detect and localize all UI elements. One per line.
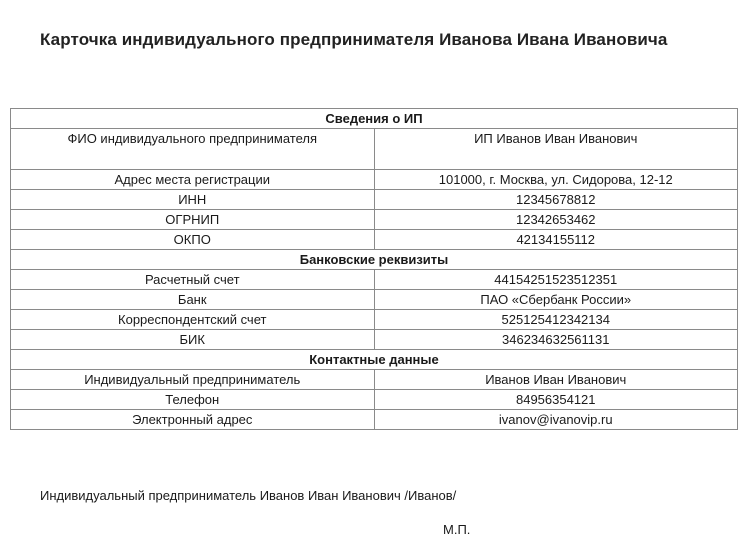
row-label-ogrnip: ОГРНИП	[11, 210, 375, 230]
row-label-address: Адрес места регистрации	[11, 170, 375, 190]
row-label-bank: Банк	[11, 290, 375, 310]
page-title: Карточка индивидуального предпринимателя Иванова Ивана Ивановича	[40, 30, 668, 49]
table-row	[11, 330, 738, 350]
row-value-corr-account: 525125412342134	[374, 310, 738, 330]
section-header-row	[11, 250, 738, 270]
table-row	[11, 230, 738, 250]
stamp-mark: М.П.	[443, 522, 471, 537]
table-row	[11, 370, 738, 390]
signature-line: Индивидуальный предприниматель Иванов Иван Иванович /Иванов/	[40, 488, 457, 503]
table-row	[11, 410, 738, 430]
section-header-contacts: Контактные данные	[11, 350, 738, 370]
table-row	[11, 310, 738, 330]
section-header-bank: Банковские реквизиты	[11, 250, 738, 270]
section-header-row	[11, 350, 738, 370]
row-value-full-name: ИП Иванов Иван Иванович	[374, 129, 738, 170]
row-value-bank: ПАО «Сбербанк России»	[374, 290, 738, 310]
row-label-account: Расчетный счет	[11, 270, 375, 290]
row-value-phone: 84956354121	[374, 390, 738, 410]
section-header-ip: Сведения о ИП	[11, 109, 738, 129]
row-label-email: Электронный адрес	[11, 410, 375, 430]
row-label-bik: БИК	[11, 330, 375, 350]
section-header-row	[11, 109, 738, 129]
table-row	[11, 129, 738, 170]
table-row	[11, 290, 738, 310]
table-row	[11, 190, 738, 210]
row-value-email: ivanov@ivanovip.ru	[374, 410, 738, 430]
ip-details-table	[10, 108, 738, 430]
row-value-bik: 346234632561131	[374, 330, 738, 350]
row-value-okpo: 42134155112	[374, 230, 738, 250]
table-row	[11, 270, 738, 290]
row-label-inn: ИНН	[11, 190, 375, 210]
row-label-okpo: ОКПО	[11, 230, 375, 250]
row-label-entrepreneur: Индивидуальный предприниматель	[11, 370, 375, 390]
row-value-inn: 12345678812	[374, 190, 738, 210]
row-label-corr-account: Корреспондентский счет	[11, 310, 375, 330]
row-label-phone: Телефон	[11, 390, 375, 410]
row-value-account: 44154251523512351	[374, 270, 738, 290]
row-value-address: 101000, г. Москва, ул. Сидорова, 12-12	[374, 170, 738, 190]
table-row	[11, 210, 738, 230]
table-row	[11, 390, 738, 410]
row-value-ogrnip: 12342653462	[374, 210, 738, 230]
row-label-full-name: ФИО индивидуального предпринимателя	[11, 129, 375, 170]
table-row	[11, 170, 738, 190]
row-value-entrepreneur: Иванов Иван Иванович	[374, 370, 738, 390]
